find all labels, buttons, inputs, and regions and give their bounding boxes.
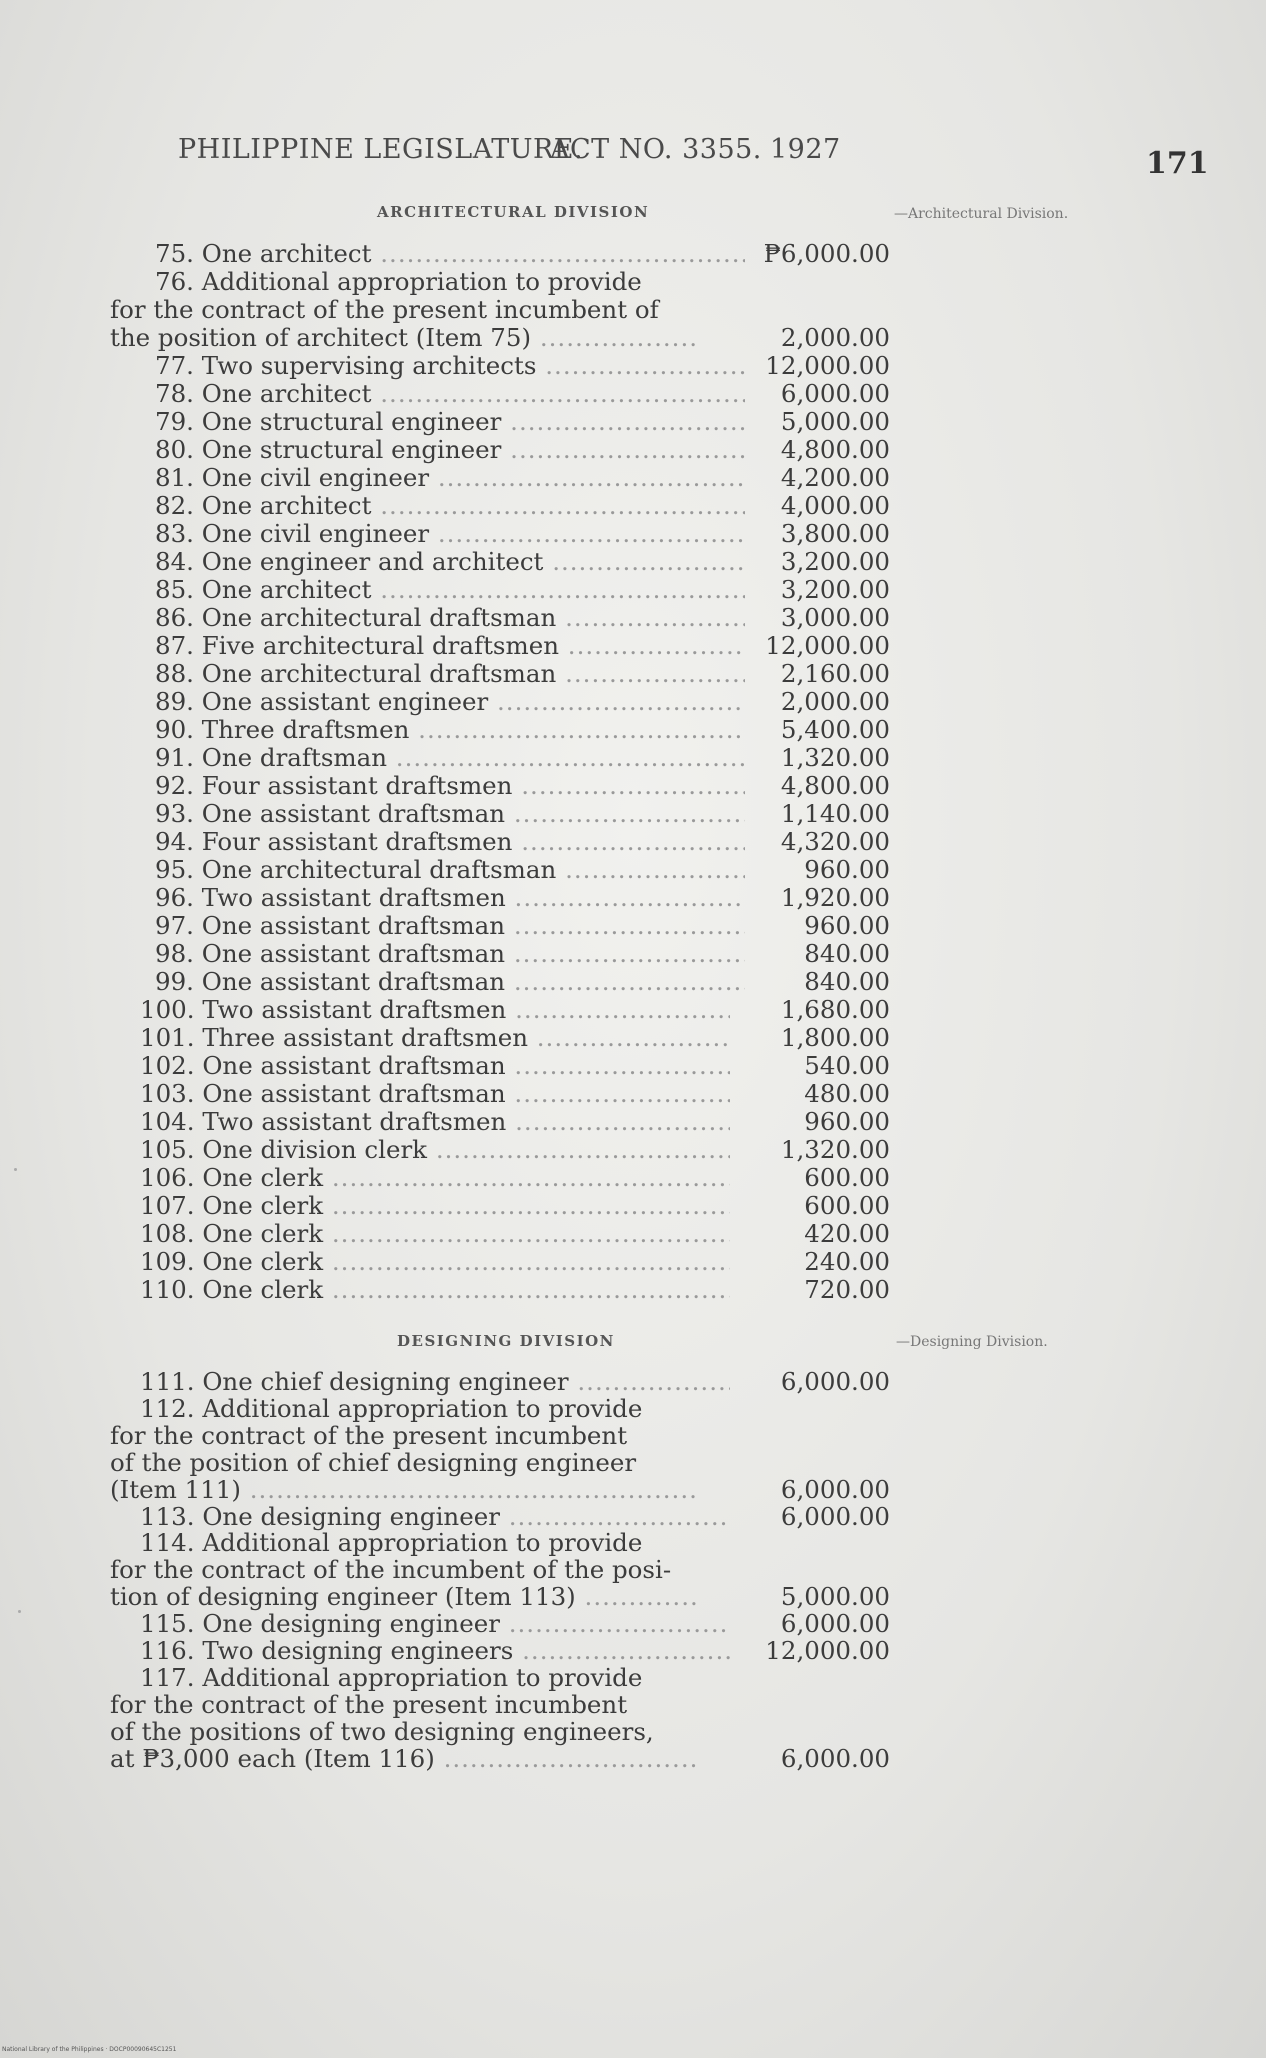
table-row <box>110 1503 890 1531</box>
table-row <box>110 380 890 408</box>
item-description: 117. Additional appropriation to provide <box>140 1663 643 1692</box>
item-description: 86. One architectural draftsman ..... <box>110 604 745 632</box>
item-description: 115. One designing engineer ..... <box>110 1610 730 1638</box>
item-description: 116. Two designing engineers ..... <box>110 1637 730 1665</box>
item-description: (Item 111) ..... <box>110 1476 700 1504</box>
table-row <box>110 1556 890 1584</box>
table-row <box>110 716 890 744</box>
item-description: 113. One designing engineer ..... <box>110 1503 730 1531</box>
item-amount: 5,000.00 <box>780 407 890 436</box>
table-row <box>110 1583 890 1611</box>
item-description: 91. One draftsman ..... <box>110 744 745 772</box>
item-description: at ₱3,000 each (Item 116) ..... <box>110 1745 700 1773</box>
table-row <box>110 884 890 912</box>
item-amount: 2,000.00 <box>780 323 890 352</box>
item-amount: 5,000.00 <box>780 1582 890 1612</box>
table-row <box>110 1248 890 1276</box>
item-description: 111. One chief designing engineer ..... <box>110 1368 730 1396</box>
header-year: 1927 <box>770 134 841 165</box>
table-row <box>110 1136 890 1164</box>
item-description: 106. One clerk ..... <box>110 1164 730 1192</box>
item-amount: 12,000.00 <box>765 631 890 660</box>
table-row <box>110 856 890 884</box>
table-row <box>110 800 890 828</box>
item-description: of the position of chief designing engineer <box>110 1448 637 1477</box>
table-row <box>110 1368 890 1396</box>
designing-division-heading: DESIGNING DIVISION <box>397 1332 615 1350</box>
item-description: 100. Two assistant draftsmen ..... <box>110 996 730 1024</box>
item-amount: 3,200.00 <box>780 547 890 576</box>
item-amount: 6,000.00 <box>780 1743 890 1773</box>
item-description: 87. Five architectural draftsmen ..... <box>110 632 745 660</box>
item-amount: 4,000.00 <box>780 491 890 520</box>
item-description: 98. One assistant draftsman ..... <box>110 940 745 968</box>
table-row <box>110 1395 890 1423</box>
table-row <box>110 1192 890 1220</box>
table-row <box>110 912 890 940</box>
item-description: 79. One structural engineer ..... <box>110 408 745 436</box>
item-description: 88. One architectural draftsman ..... <box>110 660 745 688</box>
item-description: 96. Two assistant draftsmen ..... <box>110 884 745 912</box>
table-row <box>110 240 890 268</box>
item-description: 77. Two supervising architects ..... <box>110 352 745 380</box>
item-amount: 2,000.00 <box>780 687 890 716</box>
table-row <box>110 660 890 688</box>
item-amount: 840.00 <box>804 967 890 996</box>
table-row <box>110 688 890 716</box>
table-row <box>110 1164 890 1192</box>
item-description: 82. One architect ..... <box>110 492 745 520</box>
item-description: 90. Three draftsmen ..... <box>110 716 745 744</box>
item-amount: 420.00 <box>804 1219 890 1248</box>
item-description: 75. One architect ..... <box>110 240 745 268</box>
footer-credit: National Library of the Philippines · DOCP00090645C1251 <box>2 2046 177 2053</box>
running-header <box>178 134 1178 174</box>
table-row <box>110 464 890 492</box>
table-row <box>110 1422 890 1450</box>
designing-division-sidenote: —Designing Division. <box>896 1334 1048 1350</box>
item-amount: 6,000.00 <box>780 1367 890 1396</box>
item-amount: 1,680.00 <box>780 995 890 1024</box>
table-row <box>110 604 890 632</box>
item-amount: 600.00 <box>804 1191 890 1220</box>
item-amount: 3,000.00 <box>780 603 890 632</box>
item-amount: 840.00 <box>804 939 890 968</box>
item-description: 95. One architectural draftsman ..... <box>110 856 745 884</box>
item-amount: 600.00 <box>804 1163 890 1192</box>
item-description: 114. Additional appropriation to provide <box>140 1529 643 1558</box>
item-amount: 5,400.00 <box>780 715 890 744</box>
item-amount: ₱6,000.00 <box>763 239 890 268</box>
table-row <box>110 744 890 772</box>
table-row <box>110 576 890 604</box>
table-row <box>110 1108 890 1136</box>
item-description: 112. Additional appropriation to provide <box>140 1394 643 1423</box>
table-row <box>110 1220 890 1248</box>
table-row <box>110 1637 890 1665</box>
item-amount: 1,800.00 <box>780 1023 890 1052</box>
item-description: 76. Additional appropriation to provide <box>155 268 642 296</box>
item-description: tion of designing engineer (Item 113) ..... <box>110 1583 700 1611</box>
header-title: PHILIPPINE LEGISLATURE. <box>178 134 584 165</box>
table-row <box>110 408 890 436</box>
table-row <box>110 772 890 800</box>
item-amount: 960.00 <box>804 911 890 940</box>
page-number: 171 <box>1146 146 1209 181</box>
paper-speck <box>14 1168 17 1171</box>
item-amount: 4,800.00 <box>780 435 890 464</box>
item-amount: 1,320.00 <box>780 743 890 772</box>
table-row <box>110 1449 890 1477</box>
architectural-division-sidenote: —Architectural Division. <box>894 206 1069 222</box>
table-row <box>110 1476 890 1504</box>
item-amount: 6,000.00 <box>780 1474 890 1504</box>
table-row <box>110 1691 890 1719</box>
item-description: 110. One clerk ..... <box>110 1276 730 1304</box>
item-description: 103. One assistant draftsman ..... <box>110 1080 730 1108</box>
item-description: 84. One engineer and architect ..... <box>110 548 745 576</box>
item-amount: 4,200.00 <box>780 463 890 492</box>
item-amount: 2,160.00 <box>780 659 890 688</box>
item-description: of the positions of two designing engineers, <box>110 1717 654 1746</box>
item-amount: 720.00 <box>804 1275 890 1304</box>
item-amount: 6,000.00 <box>780 1501 890 1531</box>
item-amount: 12,000.00 <box>765 351 890 380</box>
item-description: for the contract of the present incumbent <box>110 1421 628 1450</box>
item-amount: 1,320.00 <box>780 1135 890 1164</box>
table-row <box>110 1080 890 1108</box>
item-amount: 960.00 <box>804 855 890 884</box>
item-description: for the contract of the incumbent of the posi- <box>110 1556 672 1585</box>
item-description: 108. One clerk ..... <box>110 1220 730 1248</box>
table-row <box>110 996 890 1024</box>
item-description: 107. One clerk ..... <box>110 1192 730 1220</box>
table-row <box>110 268 890 296</box>
item-description: 99. One assistant draftsman ..... <box>110 968 745 996</box>
paper-speck <box>18 1610 21 1613</box>
item-amount: 12,000.00 <box>765 1636 890 1665</box>
item-amount: 960.00 <box>804 1107 890 1136</box>
item-amount: 480.00 <box>804 1079 890 1108</box>
table-row <box>110 828 890 856</box>
table-row <box>110 1024 890 1052</box>
item-description: for the contract of the present incumbent of <box>110 296 659 324</box>
table-row <box>110 1745 890 1773</box>
table-row <box>110 1610 890 1638</box>
item-amount: 6,000.00 <box>780 379 890 408</box>
item-description: 93. One assistant draftsman ..... <box>110 800 745 828</box>
item-description: 109. One clerk ..... <box>110 1248 730 1276</box>
item-description: 85. One architect ..... <box>110 576 745 604</box>
item-description: 89. One assistant engineer ..... <box>110 688 745 716</box>
item-amount: 240.00 <box>804 1247 890 1276</box>
item-amount: 540.00 <box>804 1051 890 1080</box>
item-description: 81. One civil engineer ..... <box>110 464 745 492</box>
table-row <box>110 1529 890 1557</box>
item-description: 105. One division clerk ..... <box>110 1136 730 1164</box>
item-amount: 1,140.00 <box>780 799 890 828</box>
item-description: for the contract of the present incumbent <box>110 1690 628 1719</box>
table-row <box>110 548 890 576</box>
item-description: 83. One civil engineer ..... <box>110 520 745 548</box>
architectural-division-heading: ARCHITECTURAL DIVISION <box>377 203 650 221</box>
item-amount: 3,200.00 <box>780 575 890 604</box>
item-description: 78. One architect ..... <box>110 380 745 408</box>
table-row <box>110 632 890 660</box>
item-amount: 3,800.00 <box>780 519 890 548</box>
item-description: 101. Three assistant draftsmen ..... <box>110 1024 730 1052</box>
item-description: the position of architect (Item 75) ..... <box>110 324 700 352</box>
item-description: 97. One assistant draftsman ..... <box>110 912 745 940</box>
item-amount: 4,320.00 <box>780 827 890 856</box>
item-description: 92. Four assistant draftsmen ..... <box>110 772 745 800</box>
table-row <box>110 968 890 996</box>
table-row <box>110 296 890 324</box>
table-row <box>110 352 890 380</box>
table-row <box>110 492 890 520</box>
item-description: 80. One structural engineer ..... <box>110 436 745 464</box>
item-amount: 1,920.00 <box>780 883 890 912</box>
table-row <box>110 1664 890 1692</box>
table-row <box>110 324 890 352</box>
item-description: 102. One assistant draftsman ..... <box>110 1052 730 1080</box>
table-row <box>110 520 890 548</box>
table-row <box>110 1718 890 1746</box>
table-row <box>110 1276 890 1304</box>
table-row <box>110 1052 890 1080</box>
item-description: 94. Four assistant draftsmen ..... <box>110 828 745 856</box>
item-amount: 4,800.00 <box>780 771 890 800</box>
item-amount: 6,000.00 <box>780 1609 890 1639</box>
header-act: ACT NO. 3355. <box>550 134 762 165</box>
table-row <box>110 436 890 464</box>
table-row <box>110 940 890 968</box>
item-description: 104. Two assistant draftsmen ..... <box>110 1108 730 1136</box>
